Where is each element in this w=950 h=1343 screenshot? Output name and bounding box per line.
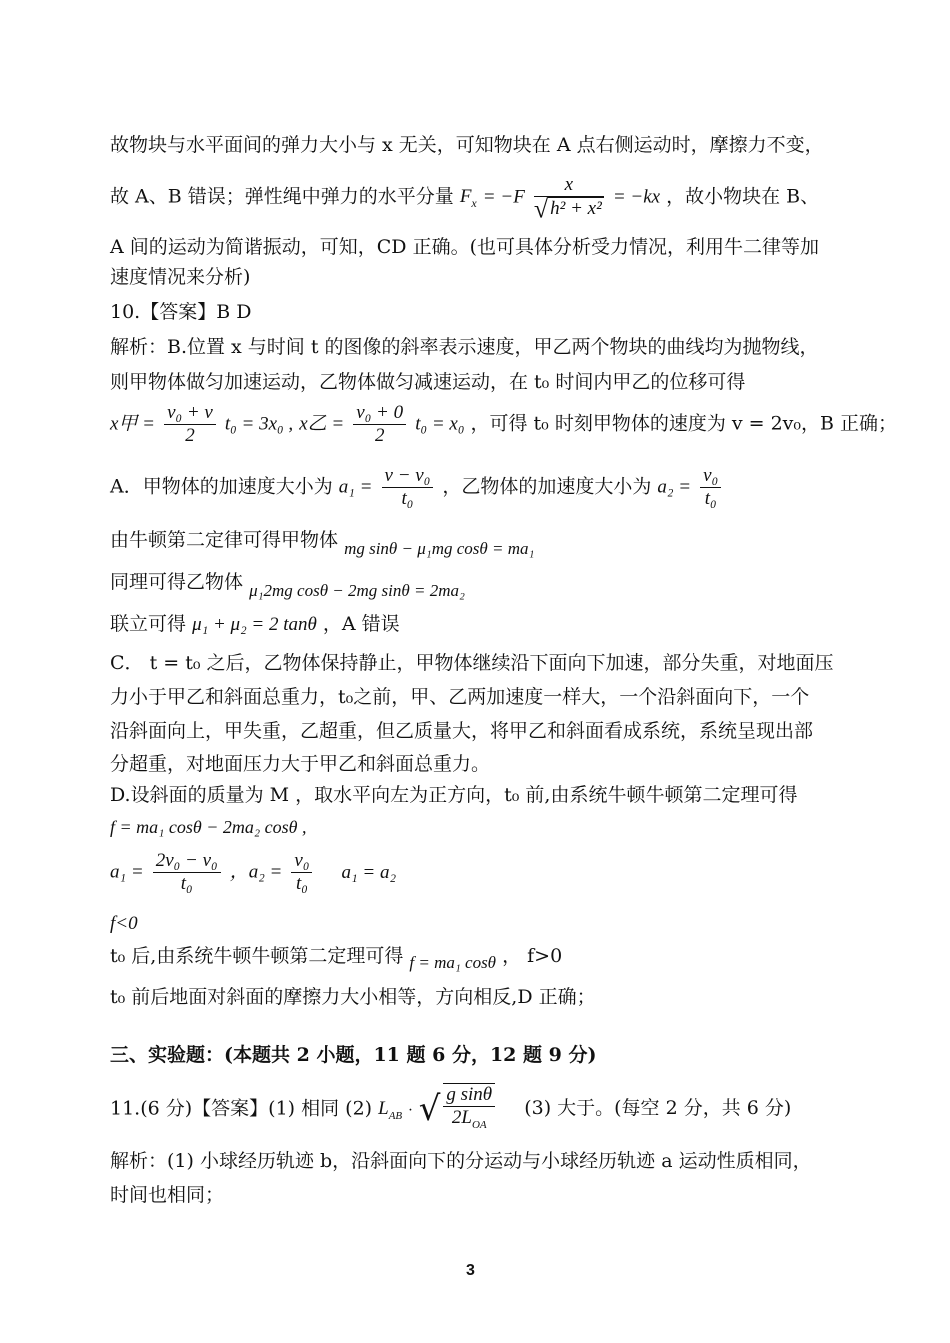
- a2-den: t₀: [704, 488, 717, 509]
- x-yi-lhs: x乙 =: [299, 413, 345, 435]
- line-12-text-b: ，A 错误: [322, 613, 400, 635]
- line-2-fx: [110, 174, 820, 224]
- line-8-text: ，可得 t₀ 时刻甲物体的速度为 v = 2v₀，B 正确；: [470, 412, 898, 435]
- x-jia-lhs: x甲 =: [110, 413, 156, 435]
- line-17: D.设斜面的质量为 M ，取水平向左为正方向，t₀ 前,由系统牛顿牛顿第二定理可得: [110, 784, 798, 806]
- eq-yi: μ₁2mg cosθ − 2mg sinθ = 2ma₂: [249, 581, 465, 600]
- line-6: 解析：B.位置 x 与时间 t 的图像的斜率表示速度，甲乙两个物块的曲线均为抛物线，: [110, 336, 819, 358]
- line-21-text-a: t₀ 后,由系统牛顿牛顿第二定理可得: [110, 945, 404, 967]
- page-number: 3: [466, 1262, 475, 1279]
- x-yi-num: v₀ + 0: [353, 402, 406, 425]
- d-a2-lhs: ，a₂ =: [229, 861, 283, 883]
- line-12-text-a: 联立可得: [110, 613, 187, 635]
- eq-f2: f = ma₁ cosθ: [409, 953, 497, 972]
- x-jia-den: 2: [185, 425, 195, 446]
- a2-num: v₀: [700, 465, 721, 488]
- answer-11-text-b: (3) 大于。(每空 2 分，共 6 分): [524, 1097, 792, 1120]
- answer-11-text-a: 11.(6 分)【答案】(1) 相同 (2): [110, 1097, 373, 1120]
- line-15: 沿斜面向上，甲失重，乙超重，但乙质量大，将甲乙和斜面看成系统，系统呈现出部: [110, 720, 814, 742]
- d-a1-den: t₀: [180, 873, 193, 894]
- line-8-displacement: [110, 402, 897, 447]
- line-3: A 间的运动为简谐振动，可知，CD 正确。(也可具体分析受力情况，利用牛二律等加: [110, 236, 819, 258]
- answer-11-line: 11.(6 分)【答案】(1) 相同 (2) $L_{AB}$ · √ $\frac{\text{g sinθ}}{2L_{OA}}$ (3) 大于。(每空 2 分，共 6 分): [110, 1083, 791, 1136]
- x-yi-fraction: [353, 402, 406, 447]
- a1-den: t₀: [401, 488, 414, 509]
- x-yi-den: 2: [374, 425, 385, 446]
- a1-lhs: a₁ =: [338, 476, 373, 498]
- line-19-accel: [110, 850, 396, 895]
- fx-fraction: [533, 174, 604, 224]
- line-11-text: 同理可得乙物体: [110, 571, 244, 593]
- line-12: [110, 612, 400, 637]
- line-25: 解析：(1) 小球经历轨迹 b，沿斜面向下的分运动与小球经历轨迹 a 运动性质相同，: [110, 1150, 812, 1172]
- fx-eq: = −F: [482, 186, 525, 208]
- eq-jia: mg sinθ − μ₁mg cosθ = ma₁: [344, 539, 535, 558]
- line-13: C． t = t₀ 之后，乙物体保持静止，甲物体继续沿下面向下加速，部分失重，对地面压: [110, 652, 834, 674]
- line-9-acceleration: [110, 465, 724, 510]
- line-16: 分超重，对地面压力大于甲乙和斜面总重力。: [110, 753, 491, 775]
- ans-sqrt: √ $\frac{\text{g sinθ}}{2L_{OA}}$: [419, 1097, 498, 1119]
- a1-fraction: [382, 465, 434, 510]
- a2-fraction: [700, 465, 721, 510]
- line-2-text-a: 故 A、B 错误；弹性绳中弹力的水平分量: [110, 185, 454, 208]
- line-7: 则甲物体做匀加速运动，乙物体做匀减速运动，在 t₀ 时间内甲乙的位移可得: [110, 371, 746, 393]
- line-9-text-a: A．甲物体的加速度大小为: [110, 475, 333, 498]
- a1-num: v − v₀: [382, 465, 434, 488]
- d-a2-den: t₀: [296, 873, 308, 894]
- x-jia-num: v₀ + v: [164, 402, 216, 425]
- a2-lhs: a₂ =: [657, 476, 692, 498]
- fx-lhs: $F_x$: [459, 186, 477, 211]
- d-a2-fraction: [291, 850, 312, 895]
- eq-mu: μ₁ + μ₂ = 2 tanθ: [192, 614, 317, 635]
- line-21: [110, 944, 563, 972]
- d-a2-num: v₀: [291, 850, 312, 873]
- ans-den: $2L_{OA}$: [451, 1107, 487, 1131]
- line-10: [110, 528, 535, 558]
- line-22: t₀ 前后地面对斜面的摩擦力大小相等，方向相反,D 正确；: [110, 986, 596, 1008]
- ans-num: g sinθ: [443, 1084, 495, 1107]
- line-10-text: 由牛顿第二定律可得甲物体: [110, 529, 339, 551]
- fx-num: x: [534, 174, 604, 197]
- line-9-text-b: ，乙物体的加速度大小为: [442, 475, 652, 498]
- d-a1-num: 2v₀ − v₀: [153, 850, 221, 873]
- line-14: 力小于甲乙和斜面总重力，t₀之前，甲、乙两加速度一样大，一个沿斜面向下，一个: [110, 686, 810, 708]
- line-11: [110, 570, 465, 600]
- d-a1-lhs: a₁ =: [110, 861, 144, 883]
- line-4: 速度情况来分析): [110, 266, 251, 288]
- line-26: 时间也相同；: [110, 1184, 225, 1206]
- fx-den: √ h² + x²: [533, 194, 602, 224]
- line-2-text-b: ，故小物块在 B、: [666, 185, 820, 208]
- x-jia-rhs: t₀ = 3x₀ ,: [224, 413, 294, 435]
- x-jia-fraction: [164, 402, 216, 447]
- line-21-text-b: ， f>0: [502, 945, 563, 967]
- line-20: f<0: [110, 913, 138, 934]
- ans-l-ab: $L_{AB}$: [378, 1098, 403, 1123]
- eq-f: f = ma₁ cosθ − 2ma₂ cosθ ,: [110, 817, 307, 837]
- x-yi-rhs: t₀ = x₀: [415, 413, 465, 435]
- d-a1-fraction: [153, 850, 221, 895]
- line-1: 故物块与水平面间的弹力大小与 x 无关，可知物块在 A 点右侧运动时，摩擦力不变，: [110, 134, 824, 156]
- d-eq: a₁ = a₂: [341, 861, 397, 883]
- answer-10-heading: 10.【答案】B D: [110, 301, 252, 323]
- section-3-heading: 三、实验题：(本题共 2 小题，11 题 6 分，12 题 9 分): [110, 1044, 597, 1066]
- fx-rhs: = −kx: [612, 186, 661, 208]
